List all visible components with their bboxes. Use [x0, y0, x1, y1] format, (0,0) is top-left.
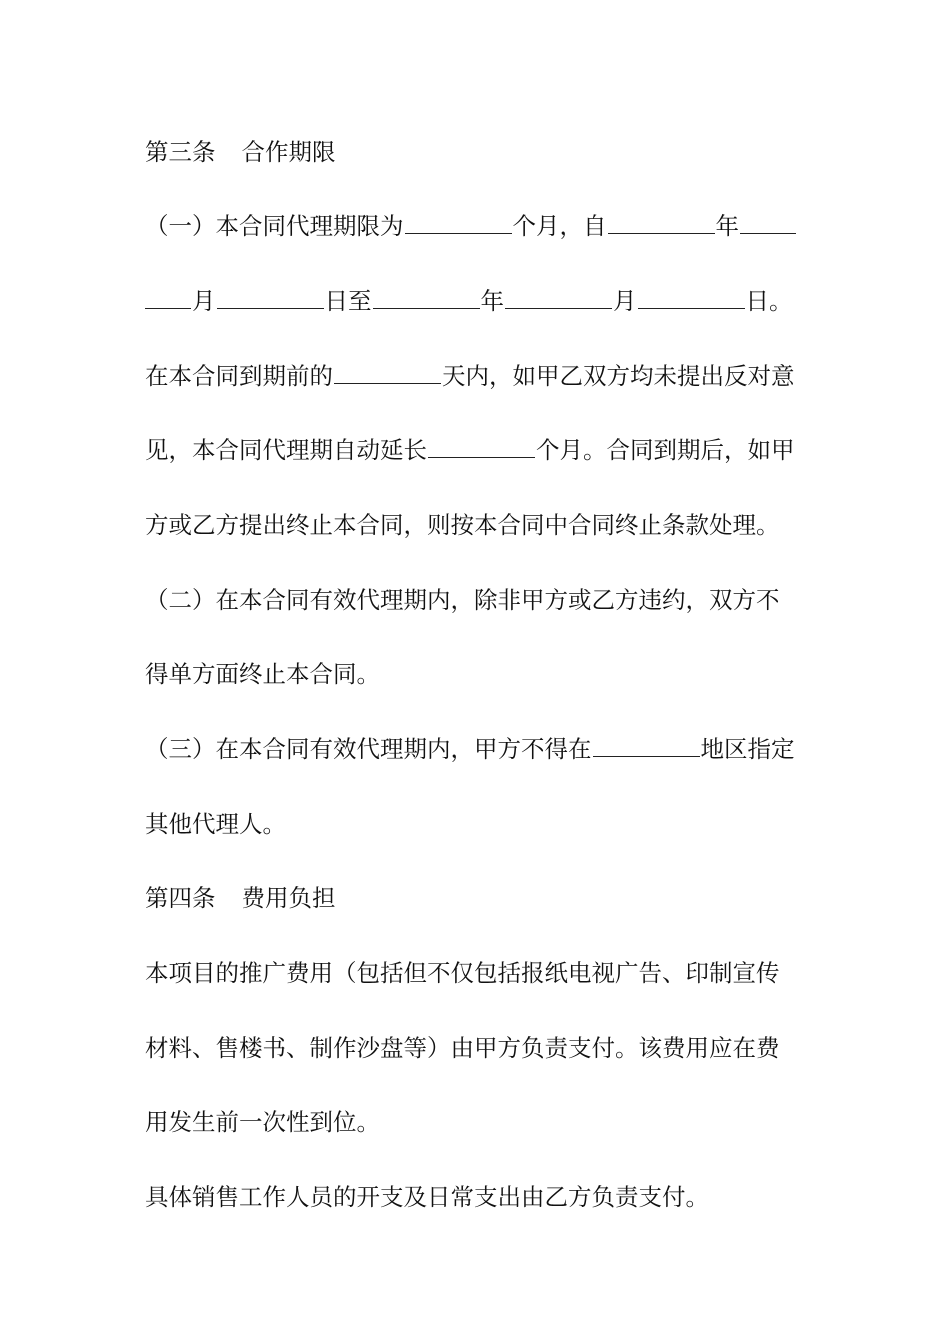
start-year-blank — [608, 211, 715, 234]
end-year-blank — [373, 286, 480, 309]
days-blank — [334, 361, 441, 384]
paragraph-line-9: 其他代理人。 — [145, 810, 286, 838]
start-month-blank-part — [740, 211, 796, 234]
extension-months-blank — [428, 435, 535, 458]
text-segment: 地区指定 — [700, 735, 795, 763]
article-4-heading — [145, 883, 825, 913]
paragraph-line-12: 用发生前一次性到位。 — [145, 1108, 380, 1136]
text-segment: 日至 — [324, 287, 372, 315]
text-segment: 个月，自 — [512, 212, 607, 240]
text-segment: 日。 — [745, 287, 793, 315]
paragraph-line-3 — [145, 361, 825, 391]
paragraph-line-6: （二）在本合同有效代理期内，除非甲方或乙方违约，双方不 — [145, 586, 780, 614]
paragraph-line-5: 方或乙方提出终止本合同，则按本合同中合同终止条款处理。 — [145, 511, 780, 539]
paragraph-line-10: 本项目的推广费用（包括但不仅包括报纸电视广告、印制宣传 — [145, 959, 780, 987]
paragraph-line-11: 材料、售楼书、制作沙盘等）由甲方负责支付。该费用应在费 — [145, 1034, 780, 1062]
text-segment: 年 — [715, 212, 739, 240]
paragraph-line-4 — [145, 435, 825, 465]
paragraph-line-2 — [145, 286, 825, 316]
article-4-number: 第四条 — [145, 884, 216, 912]
paragraph-line-1 — [145, 211, 825, 241]
start-day-blank — [217, 286, 324, 309]
text-segment: 在本合同到期前的 — [145, 362, 333, 390]
text-segment: 月 — [192, 287, 216, 315]
months-blank — [405, 211, 512, 234]
article-4-title: 费用负担 — [241, 884, 336, 912]
paragraph-line-8 — [145, 734, 825, 764]
region-blank — [593, 734, 700, 757]
text-segment: 月 — [613, 287, 637, 315]
text-segment: 个月。合同到期后，如甲 — [536, 436, 795, 464]
article-3-number: 第三条 — [145, 138, 216, 166]
article-3-heading — [145, 137, 825, 167]
paragraph-line-13: 具体销售工作人员的开支及日常支出由乙方负责支付。 — [145, 1183, 709, 1211]
start-month-blank-cont — [145, 286, 191, 309]
text-segment: 天内，如甲乙双方均未提出反对意 — [442, 362, 795, 390]
text-segment: 见，本合同代理期自动延长 — [145, 436, 427, 464]
end-day-blank — [638, 286, 745, 309]
text-segment: 年 — [480, 287, 504, 315]
text-segment: （三）在本合同有效代理期内，甲方不得在 — [145, 735, 592, 763]
text-segment: （一）本合同代理期限为 — [145, 212, 404, 240]
article-3-title: 合作期限 — [241, 138, 336, 166]
paragraph-line-7: 得单方面终止本合同。 — [145, 660, 380, 688]
end-month-blank — [505, 286, 612, 309]
